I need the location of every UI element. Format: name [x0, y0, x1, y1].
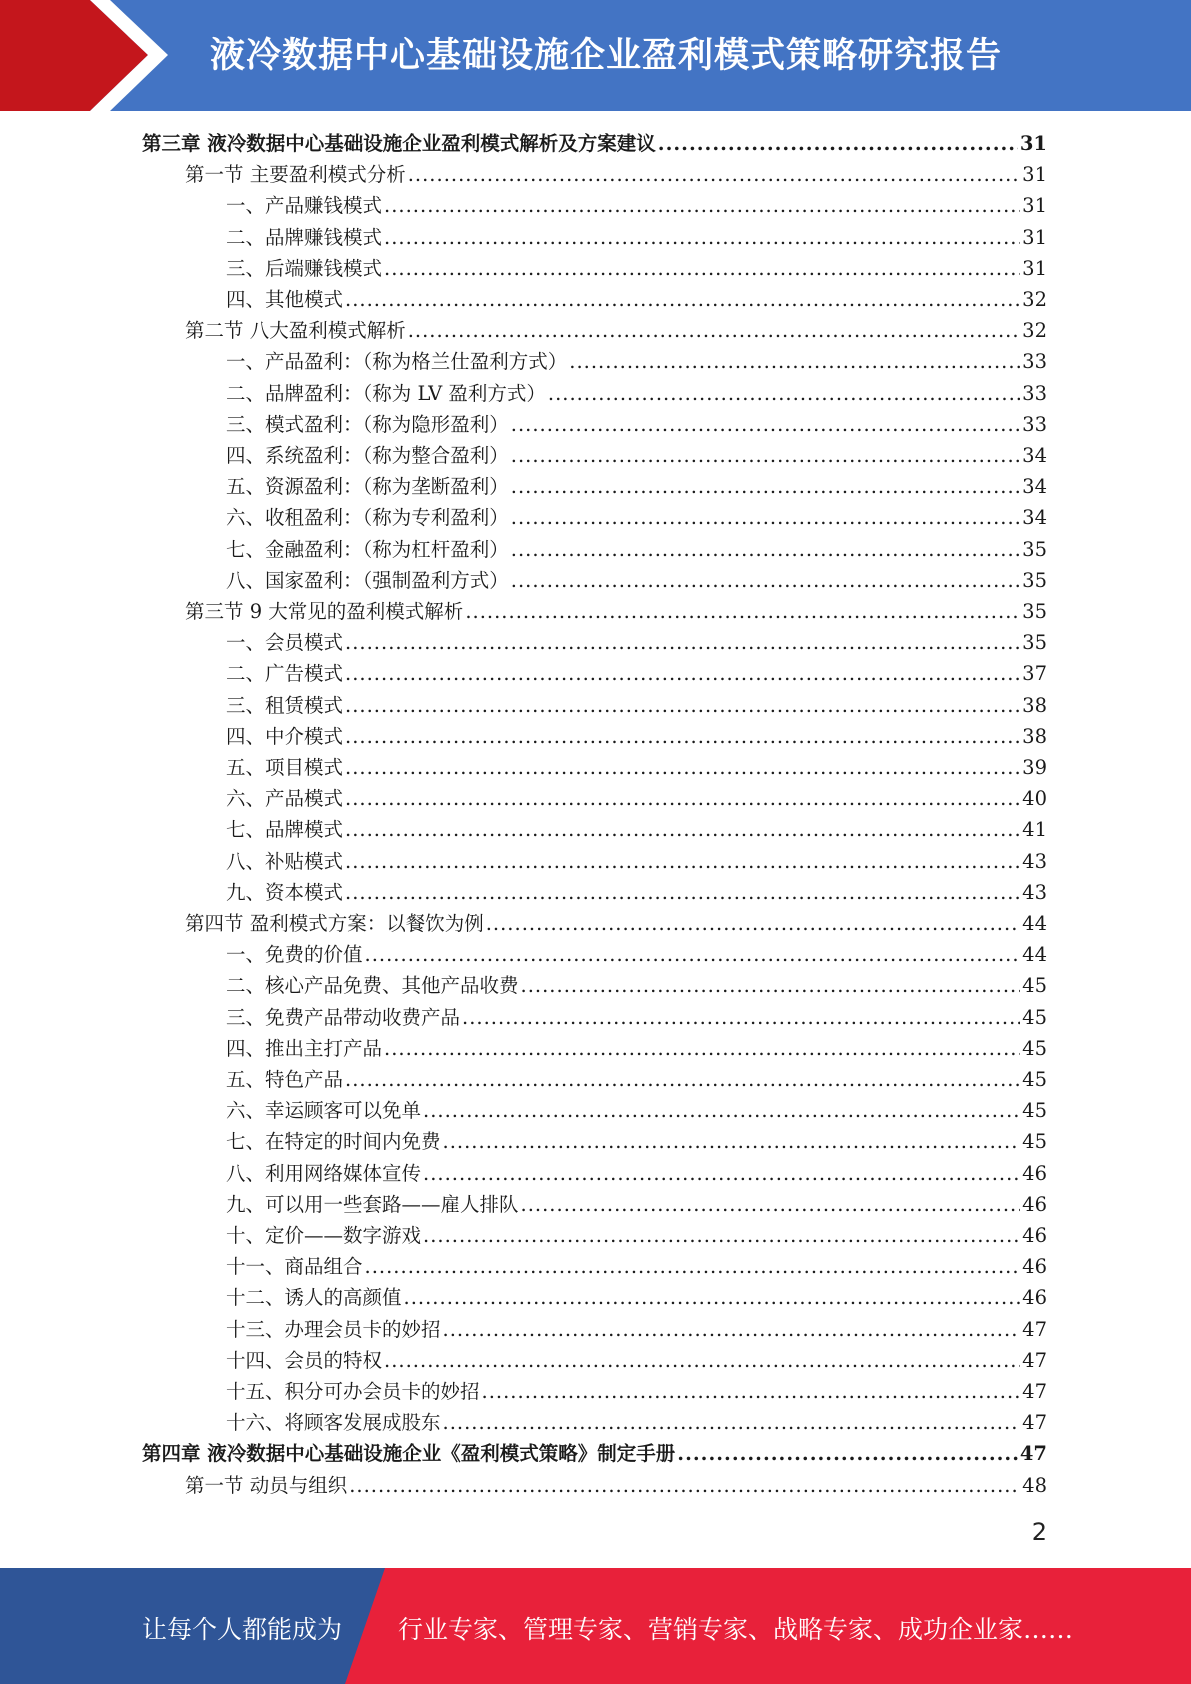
toc-entry-title: 八、国家盈利：（强制盈利方式）: [226, 568, 509, 592]
toc-item: [226, 627, 1047, 658]
toc-item: [226, 346, 1047, 377]
toc-item: [226, 970, 1047, 1001]
page-number: 2: [1031, 1518, 1047, 1546]
toc-leader-dots: [462, 1002, 1020, 1033]
toc-entry-title: 四、推出主打产品: [226, 1036, 383, 1060]
toc-leader-dots: [443, 1126, 1021, 1157]
toc-entry-page: 39: [1022, 756, 1047, 779]
toc-entry-page: 40: [1022, 787, 1047, 811]
toc-entry-page: 31: [1022, 225, 1047, 249]
toc-item: [226, 1282, 1047, 1313]
toc-item: [226, 1220, 1047, 1251]
toc-leader-dots: [423, 1220, 1020, 1251]
toc-leader-dots: [521, 1189, 1021, 1220]
toc-item: [226, 1189, 1047, 1220]
toc-entry-title: 四、其他模式: [226, 288, 344, 311]
toc-entry-page: 47: [1022, 1348, 1047, 1372]
toc-entry-title: 十三、办理会员卡的妙招: [226, 1317, 441, 1341]
toc-entry-page: 33: [1022, 350, 1047, 374]
toc-entry-title: 二、品牌赚钱模式: [226, 225, 383, 249]
toc-section: [185, 159, 1047, 190]
toc-item: [226, 1126, 1047, 1157]
toc-entry-page: 45: [1022, 1005, 1047, 1029]
toc-entry-page: 33: [1022, 412, 1047, 436]
header-banner: [0, 0, 1191, 111]
toc-leader-dots: [349, 1470, 1020, 1501]
toc-entry-title: 六、产品模式: [226, 787, 344, 811]
toc-leader-dots: [443, 1407, 1021, 1438]
toc-entry-title: 五、项目模式: [226, 756, 344, 779]
toc-leader-dots: [511, 502, 1020, 533]
toc-entry-title: 九、可以用一些套路——雇人排队: [226, 1192, 519, 1216]
toc-entry-page: 35: [1022, 568, 1047, 592]
toc-entry-title: 一、会员模式: [226, 631, 344, 655]
toc-entry-title: 二、核心产品免费、其他产品收费: [226, 974, 519, 998]
toc-leader-dots: [345, 690, 1020, 721]
toc-leader-dots: [511, 409, 1020, 440]
toc-entry-title: 二、品牌盈利：（称为 LV 盈利方式）: [226, 381, 546, 405]
toc-entry-title: 五、特色产品: [226, 1068, 344, 1091]
toc-leader-dots: [548, 378, 1020, 409]
toc-entry-page: 46: [1022, 1192, 1047, 1216]
toc-leader-dots: [345, 877, 1020, 908]
toc-leader-dots: [345, 721, 1020, 752]
toc-leader-dots: [345, 627, 1020, 658]
toc-entry-page: 46: [1022, 1161, 1047, 1185]
toc-leader-dots: [384, 1345, 1020, 1376]
toc-item: [226, 440, 1047, 471]
toc-item: [226, 1158, 1047, 1189]
toc-leader-dots: [345, 752, 1020, 783]
toc-entry-title: 二、广告模式: [226, 662, 344, 686]
toc-entry-title: 十四、会员的特权: [226, 1348, 383, 1372]
toc-entry-title: 一、产品赚钱模式: [226, 194, 383, 218]
toc-entry-page: 35: [1022, 631, 1047, 655]
toc-entry-page: 37: [1022, 662, 1047, 686]
toc-entry-page: 32: [1022, 319, 1047, 343]
toc-entry-title: 十、定价——数字游戏: [226, 1224, 422, 1247]
toc-item: [226, 721, 1047, 752]
toc-entry-page: 47: [1022, 1317, 1047, 1341]
toc-entry-title: 八、利用网络媒体宣传: [226, 1161, 422, 1185]
toc-entry-title: 一、产品盈利：（称为格兰仕盈利方式）: [226, 350, 568, 374]
toc-leader-dots: [569, 346, 1020, 377]
toc-entry-title: 一、免费的价值: [226, 943, 363, 967]
toc-item: [226, 846, 1047, 877]
toc-leader-dots: [345, 783, 1020, 814]
toc-entry-page: 34: [1022, 506, 1047, 530]
toc-entry-title: 第二节 八大盈利模式解析: [185, 319, 406, 343]
toc-leader-dots: [384, 222, 1020, 253]
report-title: 液冷数据中心基础设施企业盈利模式策略研究报告: [210, 36, 1003, 76]
toc-leader-dots: [345, 814, 1020, 845]
toc-item: [226, 658, 1047, 689]
footer-slogan-left: 让每个人都能成为: [142, 1615, 343, 1644]
toc-entry-title: 第四节 盈利模式方案：以餐饮为例: [185, 912, 484, 935]
toc-item: [226, 1314, 1047, 1345]
toc-leader-dots: [384, 1033, 1020, 1064]
toc-item: [226, 814, 1047, 845]
toc-entry-page: 44: [1022, 943, 1047, 967]
toc-entry-page: 43: [1022, 880, 1047, 904]
toc-entry-page: 35: [1022, 537, 1047, 561]
toc-entry-title: 五、资源盈利：（称为垄断盈利）: [226, 475, 509, 499]
toc-entry-page: 44: [1022, 912, 1047, 935]
toc-chapter: [142, 1438, 1047, 1469]
toc-leader-dots: [465, 596, 1020, 627]
toc-entry-page: 46: [1022, 1224, 1047, 1247]
toc-leader-dots: [423, 1158, 1020, 1189]
footer-banner: [0, 1568, 1191, 1684]
toc-entry-page: 45: [1022, 1099, 1047, 1123]
toc-entry-title: 三、模式盈利：（称为隐形盈利）: [226, 412, 509, 436]
toc-item: [226, 752, 1047, 783]
toc-item: [226, 783, 1047, 814]
toc-entry-page: 46: [1022, 1255, 1047, 1279]
toc-leader-dots: [521, 970, 1021, 1001]
toc-item: [226, 378, 1047, 409]
toc-entry-title: 七、金融盈利：（称为杠杆盈利）: [226, 537, 509, 561]
toc-entry-title: 三、后端赚钱模式: [226, 256, 383, 280]
toc-item: [226, 534, 1047, 565]
toc-entry-page: 33: [1022, 381, 1047, 405]
toc-item: [226, 409, 1047, 440]
toc-entry-page: 31: [1022, 194, 1047, 218]
toc-item: [226, 253, 1047, 284]
toc-entry-title: 六、幸运顾客可以免单: [226, 1099, 422, 1123]
toc-entry-title: 第一节 动员与组织: [185, 1473, 348, 1497]
toc-entry-page: 46: [1022, 1286, 1047, 1310]
toc-entry-page: 47: [1022, 1380, 1047, 1403]
toc-entry-title: 八、补贴模式: [226, 849, 344, 873]
toc-leader-dots: [345, 846, 1020, 877]
toc-leader-dots: [511, 565, 1020, 596]
toc-item: [226, 1345, 1047, 1376]
toc-item: [226, 939, 1047, 970]
toc-entry-page: 47: [1019, 1442, 1047, 1466]
toc-entry-title: 三、租赁模式: [226, 693, 344, 717]
toc-entry-title: 十五、积分可办会员卡的妙招: [226, 1380, 480, 1403]
toc-entry-title: 七、在特定的时间内免费: [226, 1130, 441, 1154]
toc-entry-page: 45: [1022, 974, 1047, 998]
toc-entry-title: 七、品牌模式: [226, 818, 344, 842]
toc-entry-page: 47: [1022, 1411, 1047, 1435]
toc-leader-dots: [345, 1064, 1020, 1095]
toc-section: [185, 596, 1047, 627]
toc-leader-dots: [345, 284, 1020, 315]
toc-entry-page: 31: [1019, 132, 1047, 155]
toc-entry-page: 45: [1022, 1130, 1047, 1154]
toc-item: [226, 690, 1047, 721]
toc-leader-dots: [511, 534, 1020, 565]
toc-leader-dots: [408, 159, 1020, 190]
toc-entry-title: 九、资本模式: [226, 880, 344, 904]
toc-section: [185, 315, 1047, 346]
toc-leader-dots: [384, 190, 1020, 221]
toc-leader-dots: [511, 471, 1020, 502]
toc-chapter: [142, 128, 1047, 159]
toc-entry-page: 48: [1022, 1473, 1047, 1497]
toc-entry-page: 38: [1022, 693, 1047, 717]
toc-item: [226, 1033, 1047, 1064]
toc-item: [226, 284, 1047, 315]
toc-entry-page: 41: [1022, 818, 1047, 842]
toc-item: [226, 1002, 1047, 1033]
toc-entry-title: 三、免费产品带动收费产品: [226, 1005, 461, 1029]
toc-entry-page: 43: [1022, 849, 1047, 873]
toc-entry-page: 45: [1022, 1036, 1047, 1060]
toc-leader-dots: [365, 939, 1021, 970]
toc-leader-dots: [677, 1438, 1018, 1469]
toc-entry-page: 34: [1022, 444, 1047, 467]
toc-leader-dots: [511, 440, 1020, 471]
toc-entry-title: 十六、将顾客发展成股东: [226, 1411, 441, 1435]
toc-item: [226, 565, 1047, 596]
toc-leader-dots: [408, 315, 1020, 346]
toc-entry-title: 第三节 9 大常见的盈利模式解析: [185, 600, 464, 623]
toc-section: [185, 908, 1047, 939]
toc-entry-title: 六、收租盈利：（称为专利盈利）: [226, 506, 509, 530]
toc-entry-title: 第三章 液冷数据中心基础设施企业盈利模式解析及方案建议: [142, 132, 656, 155]
toc-leader-dots: [443, 1314, 1021, 1345]
toc-leader-dots: [345, 658, 1020, 689]
toc-entry-page: 35: [1022, 600, 1047, 623]
toc-entry-title: 第一节 主要盈利模式分析: [185, 163, 406, 187]
toc-item: [226, 1064, 1047, 1095]
toc-entry-page: 45: [1022, 1068, 1047, 1091]
toc-item: [226, 1407, 1047, 1438]
toc-entry-page: 34: [1022, 475, 1047, 499]
toc-leader-dots: [423, 1095, 1020, 1126]
toc-leader-dots: [365, 1251, 1021, 1282]
toc-entry-title: 四、中介模式: [226, 724, 344, 748]
toc-item: [226, 471, 1047, 502]
toc-item: [226, 1095, 1047, 1126]
toc-leader-dots: [658, 128, 1018, 159]
toc-item: [226, 877, 1047, 908]
toc-item: [226, 222, 1047, 253]
toc-item: [226, 1376, 1047, 1407]
toc-item: [226, 190, 1047, 221]
toc-entry-page: 32: [1022, 288, 1047, 311]
toc-entry-page: 31: [1022, 163, 1047, 187]
toc-entry-title: 四、系统盈利：（称为整合盈利）: [226, 444, 509, 467]
toc-leader-dots: [384, 253, 1020, 284]
toc-leader-dots: [404, 1282, 1021, 1313]
toc-entry-title: 十一、商品组合: [226, 1255, 363, 1279]
toc-item: [226, 1251, 1047, 1282]
toc-item: [226, 502, 1047, 533]
toc-entry-page: 38: [1022, 724, 1047, 748]
toc-leader-dots: [486, 908, 1020, 939]
toc-section: [185, 1470, 1047, 1501]
toc-entry-title: 第四章 液冷数据中心基础设施企业《盈利模式策略》制定手册: [142, 1442, 676, 1466]
toc-leader-dots: [482, 1376, 1021, 1407]
toc-entry-page: 31: [1022, 256, 1047, 280]
footer-slogan-right: 行业专家、管理专家、营销专家、战略专家、成功企业家……: [398, 1615, 1074, 1644]
toc-entry-title: 十二、诱人的高颜值: [226, 1286, 402, 1310]
